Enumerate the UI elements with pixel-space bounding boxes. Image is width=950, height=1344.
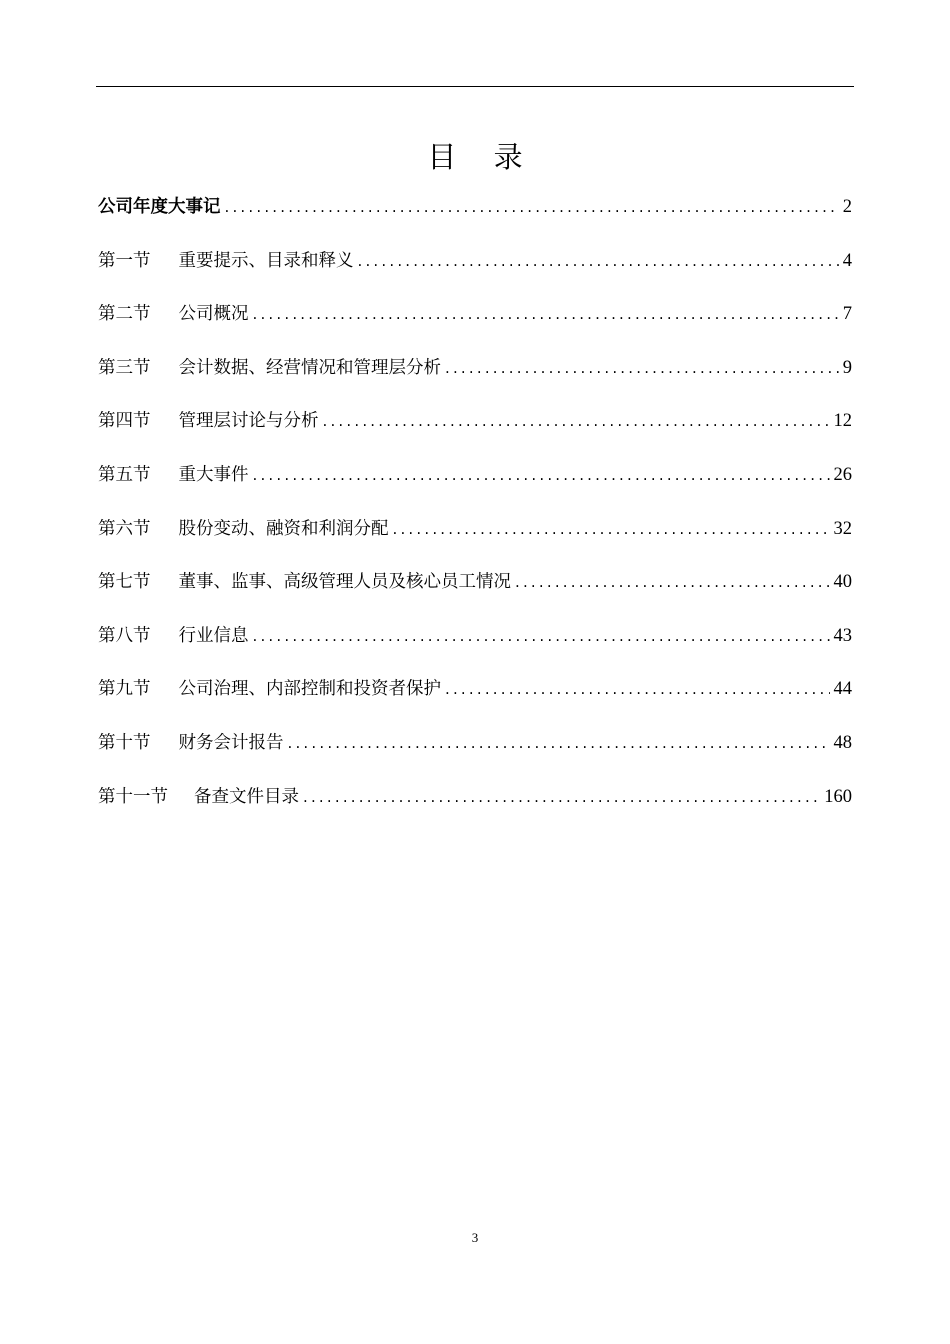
- toc-leader: [253, 297, 839, 331]
- toc-leader: [358, 244, 839, 278]
- toc-leader: [303, 780, 820, 814]
- toc-page-number: 7: [842, 304, 852, 325]
- toc-leader: [445, 351, 839, 385]
- toc-leader: [253, 458, 830, 492]
- toc-heading: 重要提示、目录和释义: [178, 250, 354, 271]
- toc-section-label: 第三节: [98, 357, 151, 378]
- toc-heading: 备查文件目录: [194, 786, 299, 807]
- toc-section-label: 第二节: [98, 304, 151, 325]
- toc-page-number: 44: [833, 679, 852, 700]
- toc-heading: 重大事件: [178, 464, 249, 485]
- toc-heading: 公司治理、内部控制和投资者保护: [178, 679, 441, 700]
- toc-leader: [225, 190, 839, 224]
- toc-entry-section-8[interactable]: [98, 619, 852, 673]
- header-rule: [96, 86, 854, 87]
- toc-heading: 财务会计报告: [178, 732, 284, 753]
- toc-entry-section-4[interactable]: [98, 404, 852, 458]
- toc-heading: 行业信息: [178, 625, 249, 646]
- toc-leader: [323, 404, 830, 438]
- toc-entry-section-6[interactable]: [98, 512, 852, 566]
- toc-page-number: 26: [833, 464, 852, 485]
- toc-entry-section-10[interactable]: [98, 726, 852, 780]
- toc-section-label: 第七节: [98, 572, 151, 593]
- toc-leader: [253, 619, 830, 653]
- toc-section-label: 第十节: [98, 732, 151, 753]
- toc-heading: 董事、监事、高级管理人员及核心员工情况: [178, 572, 511, 593]
- toc-page-number: 40: [833, 572, 852, 593]
- toc-entry-major-events[interactable]: [98, 190, 852, 244]
- toc-page-number: 43: [833, 625, 852, 646]
- toc-section-label: 第五节: [98, 464, 151, 485]
- toc-heading: 管理层讨论与分析: [178, 411, 319, 432]
- toc-section-label: 第九节: [98, 679, 151, 700]
- toc-section-label: 第一节: [98, 250, 151, 271]
- toc-section-label: 第六节: [98, 518, 151, 539]
- page-number: 3: [471, 1230, 479, 1245]
- toc-title: 目 录: [427, 140, 537, 175]
- toc-page-number: 32: [833, 518, 852, 539]
- toc-entry-section-7[interactable]: [98, 565, 852, 619]
- toc-leader: [393, 512, 830, 546]
- toc-entry-section-5[interactable]: [98, 458, 852, 512]
- toc-entry-section-2[interactable]: [98, 297, 852, 351]
- toc-page-number: 48: [833, 732, 852, 753]
- toc-leader: [445, 672, 830, 706]
- toc-leader: [515, 565, 830, 599]
- toc-page-number: 160: [824, 786, 852, 807]
- toc-leader: [288, 726, 830, 760]
- toc-heading: 会计数据、经营情况和管理层分析: [178, 357, 441, 378]
- toc-page-number: 2: [842, 197, 852, 217]
- toc-entry-section-1[interactable]: [98, 244, 852, 298]
- toc-heading: 股份变动、融资和利润分配: [178, 518, 389, 539]
- toc-entry-section-3[interactable]: [98, 351, 852, 405]
- toc-heading: 公司概况: [178, 304, 249, 325]
- toc-page-number: 9: [842, 357, 852, 378]
- toc-section-label: 第十一节: [98, 786, 168, 807]
- toc-section-label: 第八节: [98, 625, 151, 646]
- toc-list: [98, 190, 852, 833]
- toc-heading: 公司年度大事记: [98, 197, 221, 217]
- toc-page-number: 4: [842, 250, 852, 271]
- toc-page-number: 12: [833, 411, 852, 432]
- toc-entry-section-11[interactable]: [98, 780, 852, 834]
- toc-entry-section-9[interactable]: [98, 672, 852, 726]
- toc-section-label: 第四节: [98, 411, 151, 432]
